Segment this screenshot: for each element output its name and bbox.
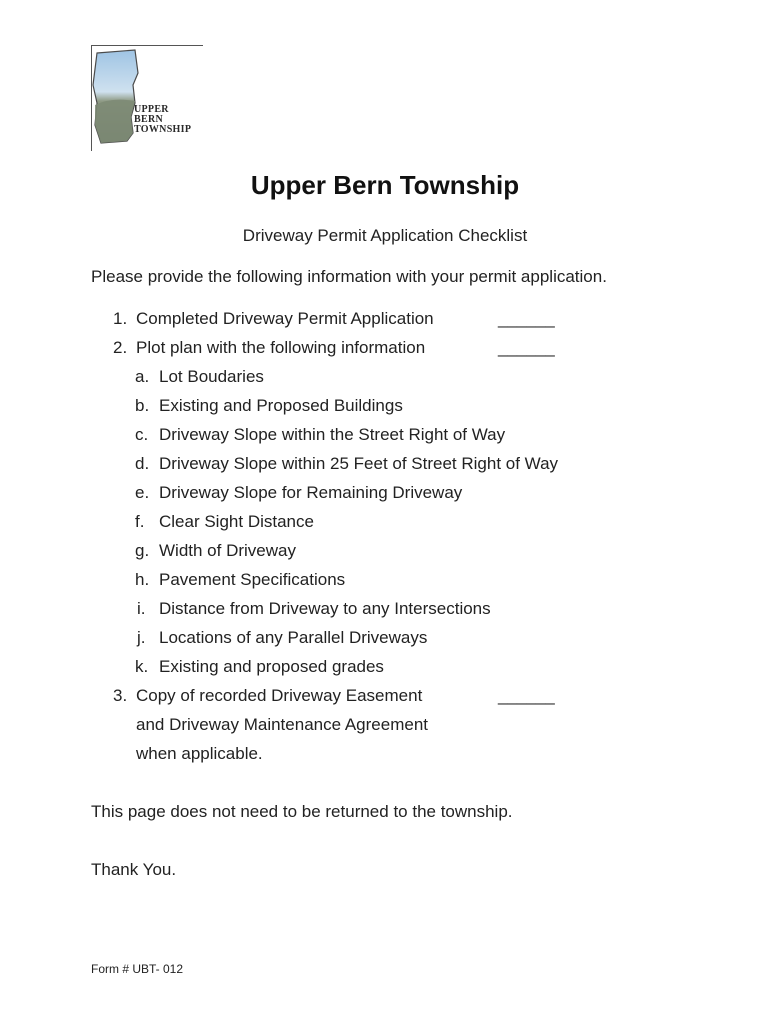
item-1-number: 1. [113, 309, 128, 328]
subitem-text: Locations of any Parallel Driveways [159, 628, 428, 647]
subitem-text: Driveway Slope for Remaining Driveway [159, 483, 463, 502]
subitem-letter: d. [135, 454, 150, 473]
subitem-letter: h. [135, 570, 150, 589]
subitem-text: Driveway Slope within 25 Feet of Street Right of Way [159, 454, 559, 473]
item-2-blank: ______ [498, 338, 555, 357]
item-3-text-line-2: and Driveway Maintenance Agreement [136, 715, 428, 734]
subitem-text: Driveway Slope within the Street Right of Way [159, 425, 506, 444]
item-3-blank: ______ [498, 686, 555, 705]
subitem-text: Clear Sight Distance [159, 512, 314, 531]
subitem-letter: g. [135, 541, 150, 560]
logo-line-3: TOWNSHIP [134, 124, 192, 135]
item-1-blank: ______ [498, 309, 555, 328]
subitem-text: Width of Driveway [159, 541, 296, 560]
item-2-number: 2. [113, 338, 128, 357]
logo-line-2: BERN [134, 114, 163, 125]
subitem-letter: f. [135, 512, 145, 531]
item-3-text: Copy of recorded Driveway Easement [136, 686, 423, 705]
page-subtitle: Driveway Permit Application Checklist [242, 226, 528, 245]
return-note: This page does not need to be returned to the township. [91, 802, 513, 821]
subitem-text: Existing and proposed grades [159, 657, 384, 676]
intro-text: Please provide the following information with your permit application. [91, 267, 607, 286]
item-3-text-line-3: when applicable. [136, 744, 263, 763]
logo-wordmark [134, 105, 191, 135]
subitem-letter: c. [135, 425, 149, 444]
township-map-icon [91, 45, 203, 151]
subitem-letter: j. [137, 628, 146, 647]
subitem-letter: b. [135, 396, 150, 415]
form-number: Form # UBT- 012 [91, 962, 184, 976]
subitem-letter: e. [135, 483, 150, 502]
page-title: Upper Bern Township [250, 170, 520, 200]
township-logo [91, 45, 203, 151]
item-3-number: 3. [113, 686, 128, 705]
thanks-text: Thank You. [91, 860, 177, 879]
subitem-letter: i. [137, 599, 146, 618]
subitem-text: Existing and Proposed Buildings [159, 396, 403, 415]
subitem-letter: a. [135, 367, 150, 386]
item-2-text: Plot plan with the following information [136, 338, 426, 357]
logo-line-1: UPPER [134, 104, 169, 115]
subitem-letter: k. [135, 657, 149, 676]
subitem-text: Lot Boudaries [159, 367, 264, 386]
subitem-text: Pavement Specifications [159, 570, 346, 589]
item-1-text: Completed Driveway Permit Application [136, 309, 434, 328]
subitem-text: Distance from Driveway to any Intersections [159, 599, 491, 618]
